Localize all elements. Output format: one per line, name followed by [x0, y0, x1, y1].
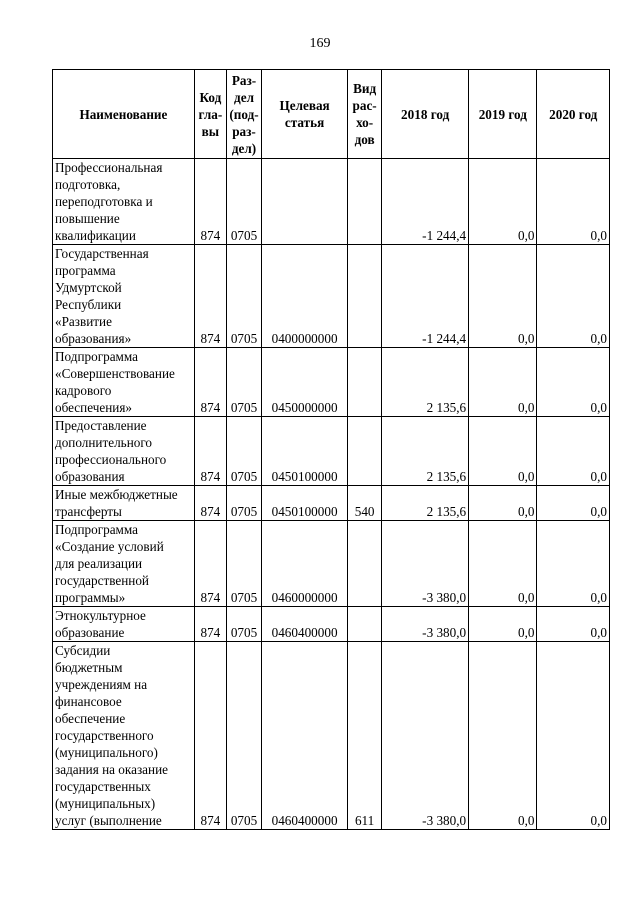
table-row [53, 607, 610, 642]
cell-2018: -1 244,4 [382, 245, 469, 348]
cell-2018: 2 135,6 [382, 417, 469, 486]
cell-name: Подпрограмма «Создание условий для реализации государственной программы» [53, 521, 195, 607]
cell-vid [348, 417, 382, 486]
cell-2020: 0,0 [537, 607, 610, 642]
cell-2019: 0,0 [469, 607, 537, 642]
table-row [53, 642, 610, 830]
cell-vid [348, 159, 382, 245]
table-header-row [53, 70, 610, 159]
cell-2020: 0,0 [537, 348, 610, 417]
table-row [53, 159, 610, 245]
cell-2018: -1 244,4 [382, 159, 469, 245]
table-row [53, 245, 610, 348]
table-row [53, 417, 610, 486]
cell-2018: 2 135,6 [382, 486, 469, 521]
page-number: 169 [309, 36, 331, 51]
header-kod-glavy: Код гла- вы [194, 70, 226, 159]
cell-razdel: 0705 [226, 417, 261, 486]
cell-kod: 874 [194, 245, 226, 348]
table-row [53, 521, 610, 607]
cell-2020: 0,0 [537, 642, 610, 830]
cell-razdel: 0705 [226, 159, 261, 245]
cell-2018: -3 380,0 [382, 642, 469, 830]
cell-name: Субсидии бюджетным учреждениям на финансовое обеспечение государственного (муниципального) задания на оказание государственных (муниципальных) услуг (выполнение [53, 642, 195, 830]
header-name: Наименование [53, 70, 195, 159]
cell-2019: 0,0 [469, 159, 537, 245]
cell-name: Профессиональная подготовка, переподготовка и повышение квалификации [53, 159, 195, 245]
cell-kod: 874 [194, 486, 226, 521]
cell-razdel: 0705 [226, 521, 261, 607]
cell-kod: 874 [194, 521, 226, 607]
cell-celevaya: 0400000000 [262, 245, 348, 348]
table-row [53, 486, 610, 521]
cell-2019: 0,0 [469, 642, 537, 830]
cell-name: Иные межбюджетные трансферты [53, 486, 195, 521]
cell-2018: -3 380,0 [382, 521, 469, 607]
cell-vid [348, 245, 382, 348]
header-2019: 2019 год [469, 70, 537, 159]
cell-2020: 0,0 [537, 245, 610, 348]
cell-celevaya: 0450000000 [262, 348, 348, 417]
cell-2018: -3 380,0 [382, 607, 469, 642]
cell-2018: 2 135,6 [382, 348, 469, 417]
cell-2020: 0,0 [537, 417, 610, 486]
header-2020: 2020 год [537, 70, 610, 159]
cell-razdel: 0705 [226, 348, 261, 417]
header-razdel: Раз- дел (под- раз- дел) [226, 70, 261, 159]
cell-celevaya: 0450100000 [262, 486, 348, 521]
cell-celevaya: 0460400000 [262, 607, 348, 642]
header-vid-rashodov: Вид рас- хо- дов [348, 70, 382, 159]
cell-2019: 0,0 [469, 521, 537, 607]
cell-kod: 874 [194, 642, 226, 830]
cell-2019: 0,0 [469, 348, 537, 417]
cell-vid: 540 [348, 486, 382, 521]
budget-table [52, 69, 610, 830]
cell-name: Государственная программа Удмуртской Республики «Развитие образования» [53, 245, 195, 348]
cell-2019: 0,0 [469, 245, 537, 348]
table-row [53, 348, 610, 417]
table-body [53, 159, 610, 830]
cell-2020: 0,0 [537, 486, 610, 521]
cell-kod: 874 [194, 417, 226, 486]
cell-name: Этнокультурное образование [53, 607, 195, 642]
cell-2019: 0,0 [469, 486, 537, 521]
cell-celevaya: 0450100000 [262, 417, 348, 486]
cell-razdel: 0705 [226, 642, 261, 830]
cell-vid: 611 [348, 642, 382, 830]
cell-razdel: 0705 [226, 486, 261, 521]
cell-celevaya: 0460000000 [262, 521, 348, 607]
cell-celevaya [262, 159, 348, 245]
cell-kod: 874 [194, 348, 226, 417]
cell-vid [348, 348, 382, 417]
header-2018: 2018 год [382, 70, 469, 159]
cell-2019: 0,0 [469, 417, 537, 486]
cell-2020: 0,0 [537, 521, 610, 607]
cell-kod: 874 [194, 607, 226, 642]
cell-vid [348, 607, 382, 642]
cell-kod: 874 [194, 159, 226, 245]
cell-vid [348, 521, 382, 607]
cell-razdel: 0705 [226, 245, 261, 348]
cell-celevaya: 0460400000 [262, 642, 348, 830]
cell-name: Подпрограмма «Совершенствование кадрового обеспечения» [53, 348, 195, 417]
header-celevaya-statya: Целевая статья [262, 70, 348, 159]
cell-razdel: 0705 [226, 607, 261, 642]
cell-name: Предоставление дополнительного профессионального образования [53, 417, 195, 486]
cell-2020: 0,0 [537, 159, 610, 245]
